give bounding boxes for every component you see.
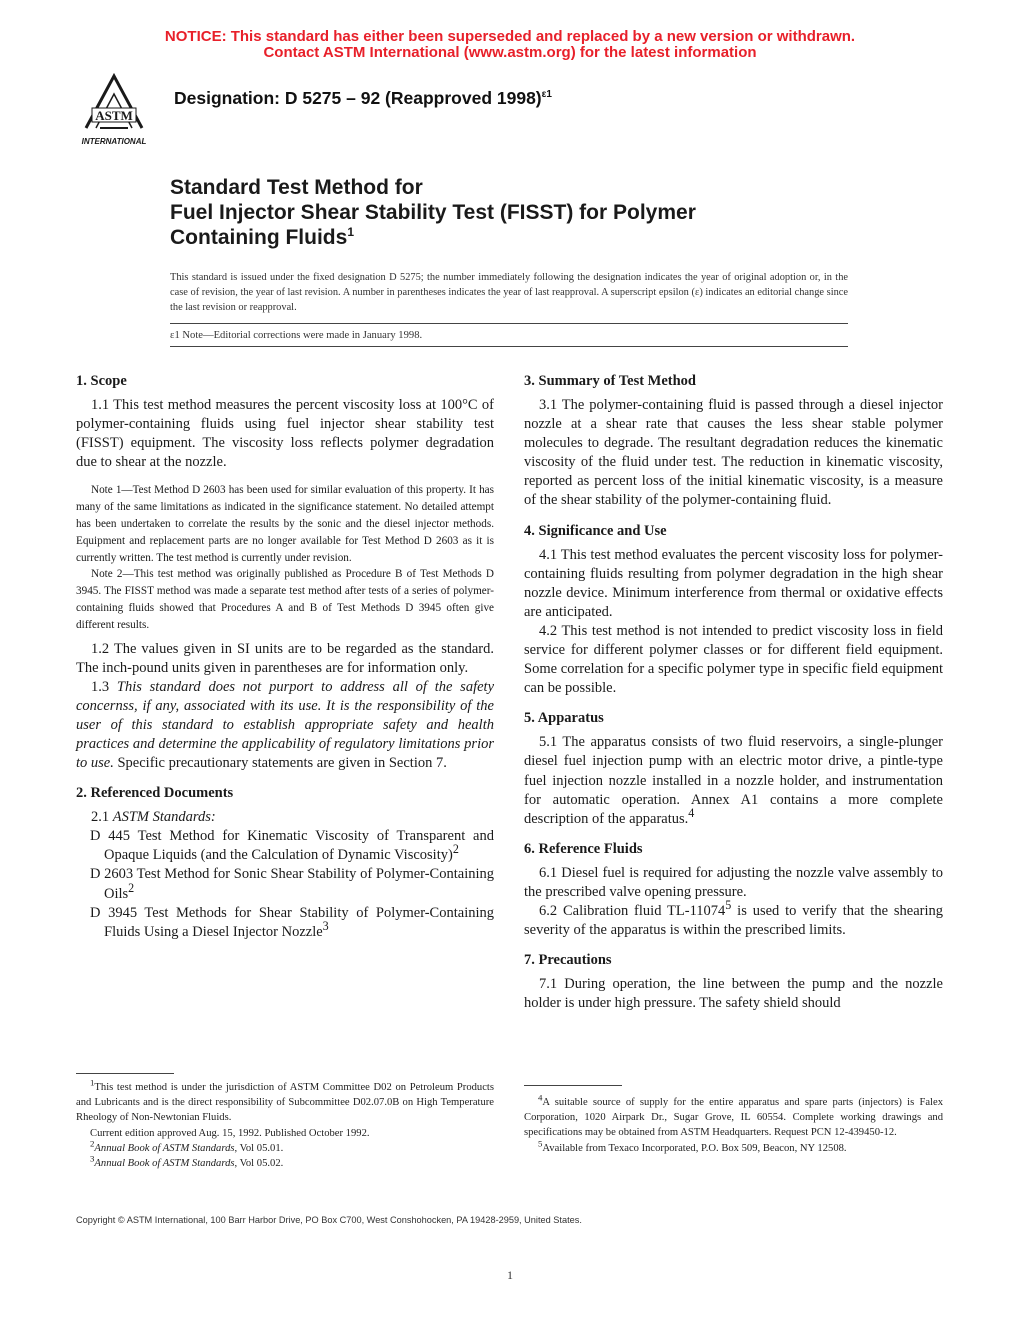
erratum-note: ε1 Note—Editorial corrections were made in January 1998. (170, 330, 423, 341)
notice-line-2: Contact ASTM International (www.astm.org) for the latest information (263, 44, 757, 61)
section-4-1: 4.1 This test method evaluates the percent viscosity loss for polymer-containing fluids resulting from polymer degradation in the high shear nozzle device. Minimum interference from thermal or oxidative effects are anticipated. (524, 546, 943, 620)
reference-item (76, 904, 494, 942)
logo-subtext: INTERNATIONAL (81, 137, 147, 146)
section-2-1-num: 2.1 (91, 809, 110, 826)
divider-bottom (170, 346, 848, 347)
footnote-rule-right (524, 1085, 622, 1086)
footnote-4-text: A suitable source of supply for the entire apparatus and spare parts (injectors) is Falex Corporation, 1020 Airpark Dr., Sugar Grove, IL 60554. Complete working drawings and specifications may be obtained from ASTM Headquarters. Request PCN 12-439450-12. (524, 1097, 943, 1139)
title-line-2: Fuel Injector Shear Stability Test (FISST) for Polymer (170, 201, 696, 224)
reference-text: D 445 Test Method for Kinematic Viscosity of Transparent and Opaque Liquids (and the Calculation of Dynamic Viscosity) (90, 828, 494, 864)
reference-text: D 2603 Test Method for Sonic Shear Stability of Polymer-Containing Oils (90, 866, 494, 902)
title-line-3-text: Containing Fluids (170, 226, 348, 249)
footnote-3-sup: 3 (90, 1153, 95, 1164)
section-6-2-text-b: is used to verify that the shearing severity of the apparatus is within the prescribed limits. (524, 902, 943, 939)
note-1: Note 1—Test Method D 2603 has been used for similar evaluation of this property. It has many of the same limitations as indicated in the significance statement. No detailed attempt has been undertaken to correlate the results by the sonic and the diesel injector methods. Equipment and replacement parts are no longer available for Test Method D 2603 as it is currently written. The test method is currently under revision. (76, 484, 494, 564)
footnote-5 (524, 1138, 943, 1156)
footnotes-right (524, 1092, 943, 1156)
reference-text: D 3945 Test Methods for Shear Stability of Polymer-Containing Fluids Using a Diesel Injector Nozzle (90, 904, 494, 940)
logo-text: ASTM (95, 108, 133, 123)
section-2-1-label: ASTM Standards: (112, 809, 216, 826)
reference-sup: 2 (452, 842, 459, 857)
section-1-1: 1.1 This test method measures the percent viscosity loss at 100°C of polymer-containing fluids using fuel injector shear stability test (FISST) equipment. The viscosity loss reflects polymer degradation due to shear at the nozzle. (76, 397, 494, 471)
title-sup: 1 (347, 225, 354, 239)
section-4-heading: 4. Significance and Use (524, 522, 667, 539)
title-line-1: Standard Test Method for (170, 176, 423, 199)
copyright: Copyright © ASTM International, 100 Barr Harbor Drive, PO Box C700, West Conshohocken, PA 19428-2959, United States. (76, 1215, 582, 1225)
section-1-heading: 1. Scope (76, 373, 127, 389)
section-6-2-text-a: 6.2 Calibration fluid TL-11074 (539, 902, 726, 919)
section-7-1: 7.1 During operation, the line between the pump and the nozzle holder is under high pressure. The safety shield should (524, 976, 943, 1012)
page-number: 1 (507, 1268, 513, 1282)
section-6-1: 6.1 Diesel fuel is required for adjusting the nozzle valve assembly to the prescribed valve opening pressure. (524, 864, 943, 900)
section-1-3-num: 1.3 (91, 678, 110, 695)
footnote-3-italic: Annual Book of ASTM Standards (94, 1158, 235, 1170)
footnote-1b: Current edition approved Aug. 15, 1992. Published October 1992. (90, 1127, 370, 1139)
title-line-3 (170, 225, 354, 251)
left-column (76, 373, 494, 942)
section-5-1-sup: 4 (688, 805, 695, 820)
astm-logo (66, 70, 162, 148)
footnote-1-sup: 1 (90, 1077, 95, 1088)
section-6-2-sup: 5 (725, 898, 732, 913)
reference-item (76, 827, 494, 865)
footnote-2 (76, 1138, 494, 1156)
section-5-1-text: 5.1 The apparatus consists of two fluid reservoirs, a single-plunger diesel fuel injection pump with an electric motor drive, a pintle-type fuel injection nozzle installed in a nozzle holder, and instrumentation for automatic operation. Annex A1 contains a more complete description of the apparatus. (524, 734, 943, 827)
reference-item (76, 865, 494, 903)
section-4-2: 4.2 This test method is not intended to predict viscosity loss in field service for different polymer classes or for different field equipment. Some correlation for a specific polymer type in specific field equipment can be possible. (524, 622, 943, 697)
reference-sup: 3 (322, 918, 329, 933)
footnote-2-rest: , Vol 05.01. (234, 1142, 284, 1154)
footnote-5-sup: 5 (538, 1138, 543, 1149)
footnotes-left (76, 1077, 494, 1171)
right-column (524, 373, 943, 1013)
reference-sup: 2 (128, 880, 135, 895)
footnote-2-italic: Annual Book of ASTM Standards (94, 1142, 235, 1154)
section-3-heading: 3. Summary of Test Method (524, 373, 696, 389)
footnote-rule-left (76, 1073, 174, 1074)
section-1-2: 1.2 The values given in SI units are to be regarded as the standard. The inch-pound units given in parentheses are for information only. (76, 640, 494, 676)
section-5-1 (524, 733, 943, 828)
section-1-3-rest: Specific precautionary statements are given in Section 7. (117, 755, 447, 772)
section-2-1 (76, 808, 494, 827)
intro-paragraph: This standard is issued under the fixed designation D 5275; the number immediately following the designation indicates the year of original adoption or, in the case of revision, the year of last revision. A number in parentheses indicates the year of last reapproval. A superscript epsilon (ε) indicates an editorial change since the last revision or reapproval. (170, 272, 848, 313)
footnote-4 (524, 1092, 943, 1141)
note-2: Note 2—This test method was originally published as Procedure B of Test Methods D 3945. The FISST method was made a separate test method after tests of a series of polymer-containing fluids showed that Procedures A and B of Test Methods D 3945 often give different results. (76, 568, 494, 631)
section-7-heading: 7. Precautions (524, 952, 612, 969)
section-5-heading: 5. Apparatus (524, 710, 604, 727)
footnote-3 (76, 1153, 494, 1171)
designation-text: Designation: D 5275 – 92 (Reapproved 1998) (174, 88, 542, 108)
designation-sup: ε1 (541, 89, 552, 101)
section-3-1: 3.1 The polymer-containing fluid is passed through a diesel injector nozzle at a shear rate that causes the less shear stable polymer molecules to degrade. The resultant degradation reduces the kinematic viscosity of the fluid under test. The reduction in kinematic viscosity, reported as percent loss of the initial kinematic viscosity, is a measure of the shear stability of the polymer-containing fluid. (524, 397, 943, 509)
footnote-1 (76, 1077, 494, 1126)
footnote-5-text: Available from Texaco Incorporated, P.O. Box 509, Beacon, NY 12508. (542, 1142, 847, 1154)
astm-logo-icon (66, 70, 162, 148)
notice-line-1: NOTICE: This standard has either been superseded and replaced by a new version or withdrawn. (164, 28, 856, 45)
footnote-4-sup: 4 (538, 1092, 543, 1103)
footnote-2-sup: 2 (90, 1138, 95, 1149)
footnote-1-text: This test method is under the jurisdiction of ASTM Committee D02 on Petroleum Products and Lubricants and is the direct responsibility of Subcommittee D02.07.0B on High Temperature Rheology of Non-Newtonian Fluids. (76, 1082, 494, 1124)
section-2-heading: 2. Referenced Documents (76, 785, 234, 802)
divider-top (170, 323, 848, 324)
section-1-3 (76, 678, 494, 773)
section-6-2 (524, 898, 943, 940)
section-6-heading: 6. Reference Fluids (524, 840, 643, 857)
designation (174, 88, 552, 109)
section-1-3-italic: This standard does not purport to address all of the safety concernss, if any, associated with its use. It is the responsibility of the user of this standard to establish appropriate safety and health practices and determine the applicability of regulatory limitations prior to use. (76, 678, 495, 772)
footnote-3-rest: , Vol 05.02. (234, 1158, 284, 1170)
